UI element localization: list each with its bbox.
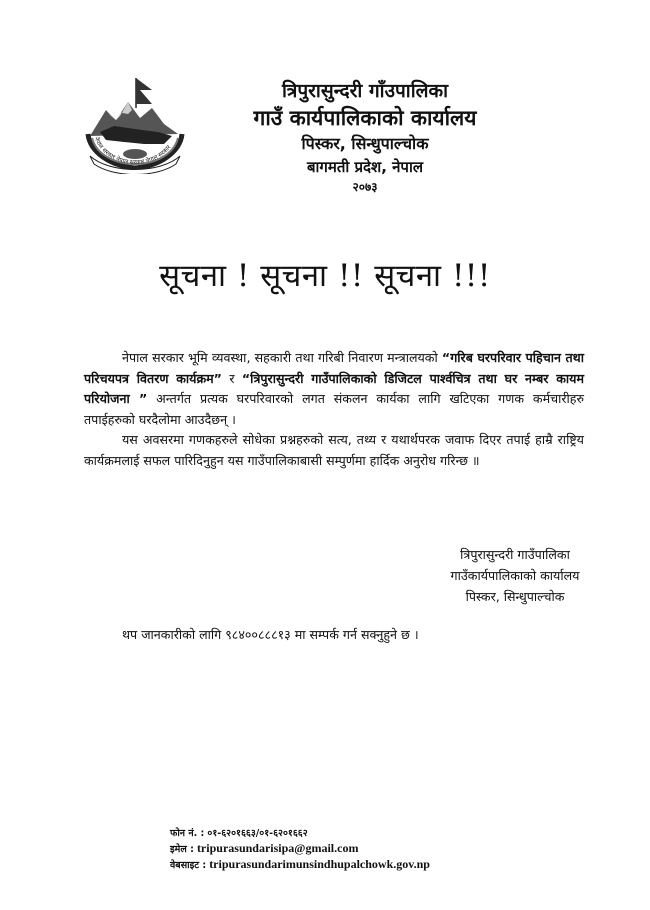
letterhead bbox=[200, 78, 530, 196]
signature-line-3: पिस्कर, सिन्धुपाल्चोक bbox=[465, 589, 565, 604]
signature-line-2: गाउँकार्यपालिकाको कार्यालय bbox=[450, 568, 580, 583]
office-address: पिस्कर, सिन्धुपाल्चोक bbox=[301, 134, 429, 153]
notice-body bbox=[84, 348, 584, 471]
phone-number: ०१-६२०१६६३/०१-६२०१६६२ bbox=[207, 828, 308, 839]
signature-block bbox=[420, 544, 610, 607]
email-address[interactable]: tripurasundarisipa@gmail.com bbox=[196, 841, 359, 855]
website-url[interactable]: tripurasundarimunsindhupalchowk.gov.np bbox=[209, 857, 430, 871]
contact-info: थप जानकारीको लागि ९८४००८८८१३ मा सम्पर्क गर्न सक्नुहुने छ । bbox=[122, 627, 419, 642]
website-label: वेबसाइट : bbox=[170, 860, 207, 871]
municipality-name: त्रिपुरासुन्दरी गाँउपालिका bbox=[281, 80, 449, 102]
footer-phone bbox=[170, 827, 550, 841]
email-label: इमेल : bbox=[170, 844, 194, 855]
footer-website bbox=[170, 857, 550, 873]
province-line: बागमती प्रदेश, नेपाल bbox=[306, 158, 424, 176]
established-year: २०७३ bbox=[352, 180, 378, 194]
office-name: गाउँ कार्यपालिकाको कार्यालय bbox=[253, 106, 477, 130]
footer-email bbox=[170, 841, 550, 857]
body-p1-text-c: अन्तर्गत प्रत्यक घरपरिवारको लगत संकलन कार्यका लागि खटिएका गणक कर्मचारीहरु तपाईहरुको घरदैलोमा आउदैछन् । bbox=[84, 391, 584, 427]
program-name-1: “गरिब घरपरिवार पहिचान तथा परिचयपत्र वितरण कार्यक्रम” bbox=[84, 350, 584, 386]
signature-line-1: त्रिपुरासुन्दरी गाउँपालिका bbox=[460, 547, 570, 562]
notice-title: सूचना ! सूचना !! सूचना !!! bbox=[159, 258, 491, 294]
svg-text:नेपाल सरकार नेपाल सरकार नेपाल: नेपाल सरकार नेपाल सरकार नेपाल सरकार bbox=[92, 136, 173, 167]
nepal-emblem-logo bbox=[80, 74, 190, 174]
footer bbox=[170, 827, 550, 873]
body-p1-text-b: र bbox=[221, 370, 242, 386]
program-name-2: “त्रिपुरासुन्दरी गाउँपालिकाको डिजिटल पार्श्वचित्र तथा घर नम्बर कायम परियोजना ” bbox=[84, 370, 584, 406]
body-paragraph-1 bbox=[84, 348, 584, 430]
body-p1-text-a: नेपाल सरकार भूमि व्यवस्था, सहकारी तथा गरिबी निवारण मन्त्रालयको bbox=[122, 350, 442, 365]
phone-label: फोन नं. : bbox=[170, 828, 205, 839]
body-paragraph-2: यस अवसरमा गणकहरुले सोधेका प्रश्नहरुको सत्य, तथ्य र यथार्थपरक जवाफ दिएर तपाई हाम्रै राष्ट्रिय कार्यक्रमलाई सफल पारिदिनुहुन यस गाउँपालिकाबासी सम्पुर्णमा हार्दिक अनुरोध गरिन्छ ॥ bbox=[84, 432, 584, 468]
